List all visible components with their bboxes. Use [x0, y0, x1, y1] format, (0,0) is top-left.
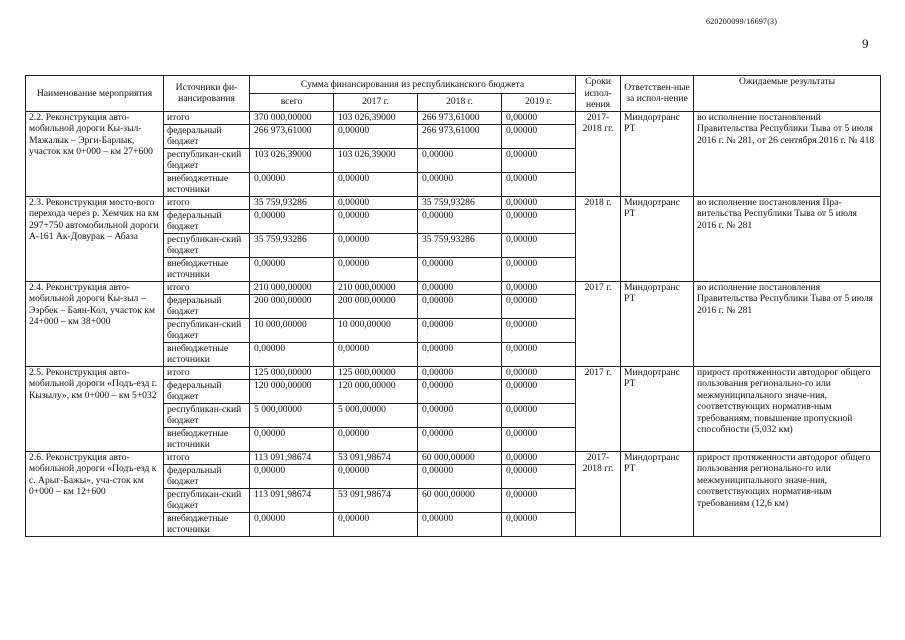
funding-source: республикан-ский бюджет [164, 148, 250, 172]
header-terms: Сроки испол-нения [576, 76, 621, 112]
funding-source: итого [164, 281, 250, 294]
sum-total: 0,00000 [250, 172, 334, 196]
funding-source: федеральный бюджет [164, 294, 250, 318]
sum-2017: 0,00000 [334, 512, 418, 536]
sum-2018: 0,00000 [418, 366, 502, 379]
measure-name: 2.6. Реконструкция авто-мобильной дороги «Подъ-езд к с. Арыг-Бажы», уча-сток км 0+000 – км 12+600 [26, 451, 164, 536]
measure-name: 2.2. Реконструкция авто-мобильной дороги Кы-зыл-Мажалык – Эрги-Барлык, участок км 0+000 – км 27+600 [26, 111, 164, 196]
sum-2019: 0,00000 [502, 366, 576, 379]
header-sum: Сумма финансирования из республиканского бюджета [250, 76, 576, 94]
sum-2018: 0,00000 [418, 379, 502, 403]
sum-total: 35 759,93286 [250, 233, 334, 257]
sum-total: 210 000,00000 [250, 281, 334, 294]
sum-total: 0,00000 [250, 209, 334, 233]
sum-2019: 0,00000 [502, 196, 576, 209]
sum-2019: 0,00000 [502, 451, 576, 464]
funding-source: итого [164, 196, 250, 209]
funding-source: федеральный бюджет [164, 379, 250, 403]
sum-total: 120 000,00000 [250, 379, 334, 403]
execution-term: 2017-2018 гг. [576, 111, 621, 196]
sum-2018: 0,00000 [418, 427, 502, 451]
funding-source: внебюджетные источники [164, 512, 250, 536]
funding-source: внебюджетные источники [164, 427, 250, 451]
sum-2018: 0,00000 [418, 172, 502, 196]
sum-2019: 0,00000 [502, 427, 576, 451]
document-code: 620200099/16697(3) [706, 17, 778, 26]
sum-2017: 0,00000 [334, 233, 418, 257]
funding-source: итого [164, 111, 250, 124]
header-2018: 2018 г. [418, 93, 502, 111]
sum-2019: 0,00000 [502, 379, 576, 403]
execution-term: 2018 г. [576, 196, 621, 281]
sum-total: 200 000,00000 [250, 294, 334, 318]
sum-2019: 0,00000 [502, 403, 576, 427]
measure-name: 2.3. Реконструкция мосто-вого перехода через р. Хемчик на км 297+750 автомобильной дороги А-161 Ак-Довурак – Абаза [26, 196, 164, 281]
sum-2019: 0,00000 [502, 148, 576, 172]
sum-2018: 266 973,61000 [418, 124, 502, 148]
funding-source: республикан-ский бюджет [164, 318, 250, 342]
sum-2017: 0,00000 [334, 124, 418, 148]
sum-2018: 0,00000 [418, 257, 502, 281]
funding-source: внебюджетные источники [164, 172, 250, 196]
responsible: Миндортранс РТ [621, 111, 694, 196]
sum-total: 0,00000 [250, 257, 334, 281]
execution-term: 2017-2018 гг. [576, 451, 621, 536]
sum-total: 10 000,00000 [250, 318, 334, 342]
header-responsible: Ответствен-ные за испол-нение [621, 76, 694, 112]
table-row [26, 111, 881, 124]
sum-total: 0,00000 [250, 427, 334, 451]
sum-2019: 0,00000 [502, 209, 576, 233]
sum-2018: 0,00000 [418, 294, 502, 318]
expected-result: во исполнение постановлений Правительства Республики Тыва от 5 июля 2016 г. № 281, от 26 сентября 2016 г. № 418 [694, 111, 881, 196]
sum-total: 35 759,93286 [250, 196, 334, 209]
sum-2018: 60 000,00000 [418, 451, 502, 464]
sum-2017: 0,00000 [334, 464, 418, 488]
sum-2019: 0,00000 [502, 464, 576, 488]
sum-2017: 103 026,39000 [334, 148, 418, 172]
header-2017: 2017 г. [334, 93, 418, 111]
sum-2019: 0,00000 [502, 488, 576, 512]
sum-2017: 0,00000 [334, 342, 418, 366]
page-number: 9 [862, 36, 869, 51]
sum-total: 0,00000 [250, 342, 334, 366]
sum-2017: 10 000,00000 [334, 318, 418, 342]
sum-2017: 210 000,00000 [334, 281, 418, 294]
funding-source: итого [164, 451, 250, 464]
sum-2019: 0,00000 [502, 257, 576, 281]
header-total: всего [250, 93, 334, 111]
sum-2017: 0,00000 [334, 427, 418, 451]
execution-term: 2017 г. [576, 281, 621, 366]
header-row-1 [26, 76, 881, 94]
expected-result: во исполнение постановления Правительства Республики Тыва от 5 июля 2016 г. № 281 [694, 281, 881, 366]
responsible: Миндортранс РТ [621, 281, 694, 366]
expected-result: во исполнение постановления Пра-вительства Республики Тыва от 5 июля 2016 г. № 281 [694, 196, 881, 281]
sum-2018: 60 000,00000 [418, 488, 502, 512]
table-row [26, 281, 881, 294]
sum-total: 125 000,00000 [250, 366, 334, 379]
sum-total: 113 091,98674 [250, 488, 334, 512]
sum-2017: 0,00000 [334, 172, 418, 196]
sum-2017: 103 026,39000 [334, 111, 418, 124]
funding-source: республикан-ский бюджет [164, 488, 250, 512]
sum-2018: 0,00000 [418, 512, 502, 536]
sum-2017: 0,00000 [334, 257, 418, 281]
sum-2019: 0,00000 [502, 111, 576, 124]
responsible: Миндортранс РТ [621, 366, 694, 451]
funding-source: внебюджетные источники [164, 342, 250, 366]
sum-2018: 0,00000 [418, 342, 502, 366]
sum-2019: 0,00000 [502, 294, 576, 318]
sum-2017: 5 000,00000 [334, 403, 418, 427]
sum-2018: 0,00000 [418, 209, 502, 233]
measure-name: 2.4. Реконструкция авто-мобильной дороги Кы-зыл – Ээрбек – Баян-Кол, участок км 24+000 – км 38+000 [26, 281, 164, 366]
table-row [26, 451, 881, 464]
sum-2018: 35 759,93286 [418, 196, 502, 209]
sum-2019: 0,00000 [502, 512, 576, 536]
header-results: Ожидаемые результаты [694, 76, 881, 112]
sum-total: 0,00000 [250, 464, 334, 488]
sum-2017: 120 000,00000 [334, 379, 418, 403]
table-row [26, 366, 881, 379]
sum-2019: 0,00000 [502, 318, 576, 342]
sum-total: 370 000,00000 [250, 111, 334, 124]
sum-2017: 0,00000 [334, 209, 418, 233]
funding-source: федеральный бюджет [164, 209, 250, 233]
measure-name: 2.5. Реконструкция авто-мобильной дороги «Подъ-езд г. Кызылу», км 0+000 – км 5+032 [26, 366, 164, 451]
sum-2019: 0,00000 [502, 172, 576, 196]
funding-source: федеральный бюджет [164, 124, 250, 148]
sum-2019: 0,00000 [502, 124, 576, 148]
sum-2018: 0,00000 [418, 148, 502, 172]
funding-source: итого [164, 366, 250, 379]
funding-source: республикан-ский бюджет [164, 233, 250, 257]
responsible: Миндортранс РТ [621, 196, 694, 281]
funding-source: федеральный бюджет [164, 464, 250, 488]
header-name: Наименование мероприятия [26, 76, 164, 112]
expected-result: прирост протяженности автодорог общего пользования регионально-го или межмуниципального значе-ния, соответствующих норматив-ным требованиям, повышение пропускной способности (5,032 км) [694, 366, 881, 451]
sum-total: 103 026,39000 [250, 148, 334, 172]
header-sources: Источники фи-нансирования [164, 76, 250, 112]
sum-2018: 0,00000 [418, 318, 502, 342]
expected-result: прирост протяженности автодорог общего пользования регионально-го или межмуниципального значе-ния, соответствующих норматив-ным требованиям (12,6 км) [694, 451, 881, 536]
sum-2019: 0,00000 [502, 233, 576, 257]
table-row [26, 196, 881, 209]
sum-total: 5 000,00000 [250, 403, 334, 427]
sum-2018: 0,00000 [418, 464, 502, 488]
sum-2019: 0,00000 [502, 342, 576, 366]
sum-2017: 125 000,00000 [334, 366, 418, 379]
table-body [26, 111, 881, 536]
sum-total: 266 973,61000 [250, 124, 334, 148]
responsible: Миндортранс РТ [621, 451, 694, 536]
sum-2017: 200 000,00000 [334, 294, 418, 318]
sum-2018: 35 759,93286 [418, 233, 502, 257]
sum-total: 113 091,98674 [250, 451, 334, 464]
sum-2019: 0,00000 [502, 281, 576, 294]
sum-total: 0,00000 [250, 512, 334, 536]
execution-term: 2017 г. [576, 366, 621, 451]
sum-2018: 0,00000 [418, 281, 502, 294]
sum-2018: 0,00000 [418, 403, 502, 427]
sum-2017: 53 091,98674 [334, 451, 418, 464]
sum-2018: 266 973,61000 [418, 111, 502, 124]
header-2019: 2019 г. [502, 93, 576, 111]
sum-2017: 0,00000 [334, 196, 418, 209]
sum-2017: 53 091,98674 [334, 488, 418, 512]
funding-table [25, 75, 881, 537]
funding-source: республикан-ский бюджет [164, 403, 250, 427]
funding-source: внебюджетные источники [164, 257, 250, 281]
